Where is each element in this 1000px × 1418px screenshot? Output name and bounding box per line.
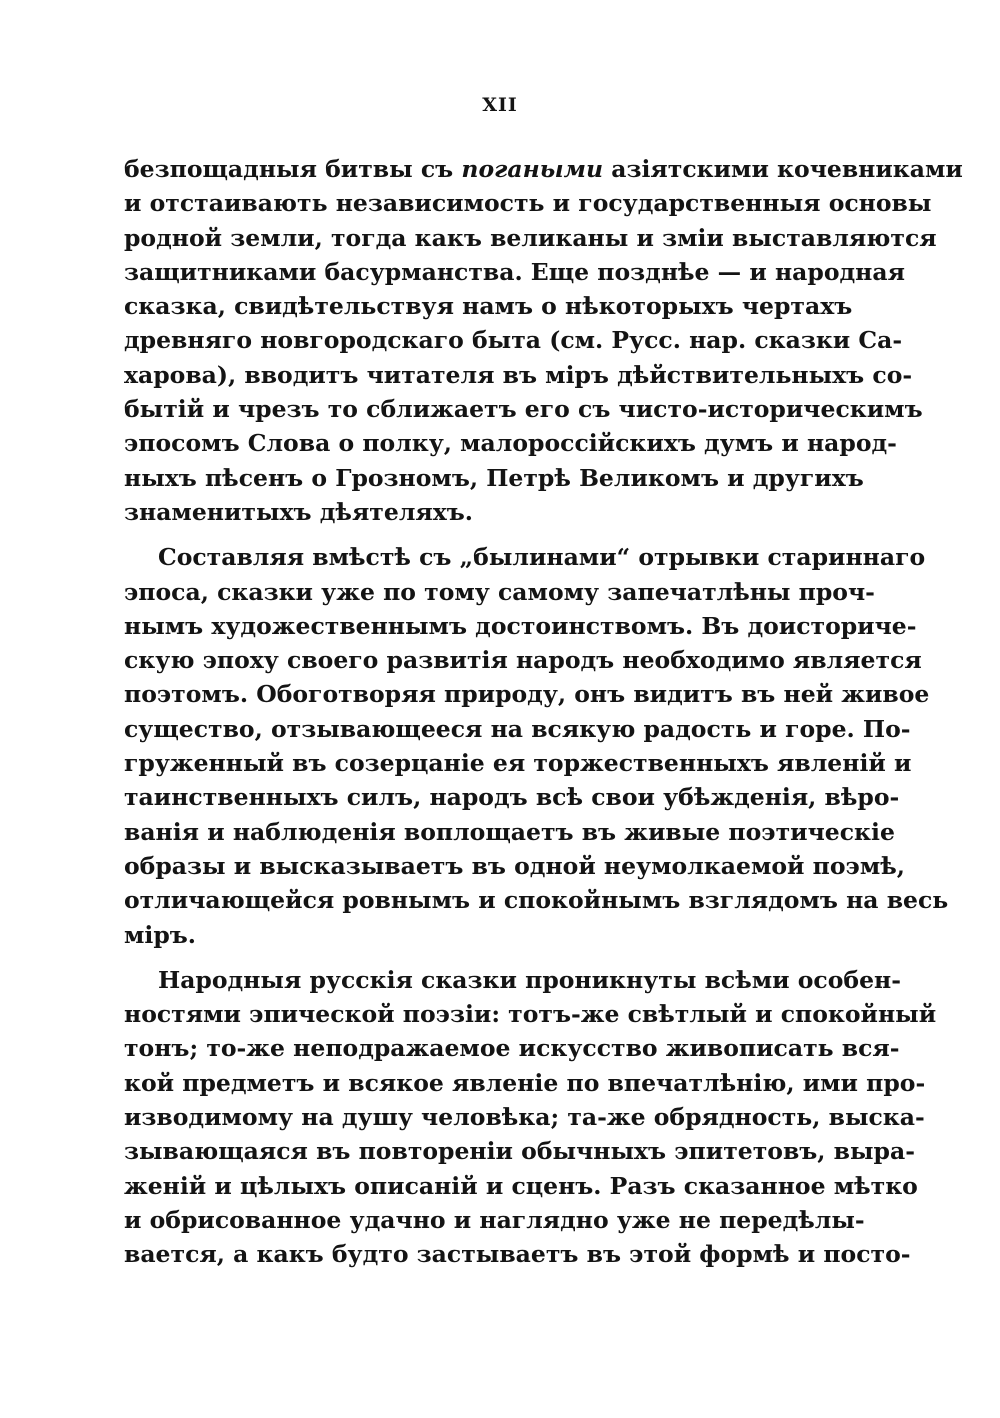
page-number: XII: [482, 94, 518, 116]
text-line: [124, 997, 937, 1031]
text-line: [124, 1134, 915, 1168]
text-segment: отличающейся ровнымъ и спокойнымъ взглядомъ на весь: [124, 886, 949, 915]
text-line: [124, 221, 937, 255]
text-segment: таинственныхъ силъ, народъ всѣ свои убѣжденія, вѣро-: [124, 783, 900, 812]
text-line: [124, 849, 905, 883]
text-line: [124, 358, 913, 392]
text-line: [124, 540, 926, 574]
text-segment: тонъ; то-же неподражаемое искусство живописать вся-: [124, 1034, 900, 1063]
text-segment: Народныя русскія сказки проникнуты всѣми особен-: [158, 965, 901, 994]
text-segment: ныхъ пѣсенъ о Грозномъ, Петрѣ Великомъ и другихъ: [124, 463, 864, 492]
text-segment: кой предметъ и всякое явленіе по впечатлѣнію, ими про-: [124, 1068, 926, 1097]
text-segment: ванія и наблюденія воплощаетъ въ живые поэтическіе: [124, 817, 895, 846]
text-segment: и обрисованное удачно и наглядно уже не передѣлы-: [124, 1205, 865, 1234]
text-line: [124, 186, 932, 220]
text-line: [124, 152, 963, 186]
text-line: [124, 1031, 900, 1065]
text-segment: существо, отзывающееся на всякую радость и горе. По-: [124, 714, 911, 743]
text-segment: родной земли, тогда какъ великаны и зміи выставляются: [124, 223, 937, 252]
text-line: [124, 1203, 865, 1237]
text-line: [124, 495, 824, 529]
paragraph: [124, 540, 949, 952]
text-segment: безпощадныя битвы съ: [124, 155, 462, 183]
text-segment: зывающаяся въ повтореніи обычныхъ эпитетовъ, выра-: [124, 1137, 915, 1166]
text-line: [124, 1237, 911, 1271]
text-segment: вается, а какъ будто застываетъ въ этой формѣ и посто-: [124, 1240, 911, 1269]
text-segment: нымъ художественнымъ достоинствомъ. Въ доисториче-: [124, 611, 917, 640]
text-line: [124, 780, 900, 814]
text-line: [124, 461, 864, 495]
text-line: [124, 643, 922, 677]
text-segment: азіятскими кочевниками: [603, 155, 963, 183]
paragraph: [124, 963, 937, 1272]
text-line: [124, 677, 930, 711]
text-line: [124, 289, 853, 323]
text-line: [124, 746, 912, 780]
text-line: [124, 323, 903, 357]
text-line: [124, 1066, 926, 1100]
text-line: [124, 575, 875, 609]
text-line: [124, 609, 917, 643]
text-line: [124, 1169, 918, 1203]
text-segment: Составляя вмѣстѣ съ „былинами“ отрывки стариннаго: [158, 543, 926, 572]
text-line: [124, 255, 905, 289]
text-segment: женій и цѣлыхъ описаній и сценъ. Разъ сказанное мѣтко: [124, 1171, 918, 1200]
italic-word: погаными: [461, 155, 604, 183]
paragraph: [124, 152, 963, 529]
text-segment: скую эпоху своего развитія народъ необходимо является: [124, 646, 922, 675]
text-segment: ностями эпической поэзіи: тотъ-же свѣтлый и спокойный: [124, 1000, 937, 1029]
text-line: [124, 963, 901, 997]
text-line: [124, 883, 949, 917]
text-segment: харова), вводитъ читателя въ міръ дѣйствительныхъ со-: [124, 360, 913, 389]
body-text: [124, 152, 963, 1272]
text-segment: бытій и чрезъ то сближаетъ его съ чисто-историческимъ: [124, 395, 923, 424]
text-segment: эпосомъ Слова о полку, малороссійскихъ думъ и народ-: [124, 429, 897, 458]
text-line: [124, 426, 897, 460]
text-segment: міръ.: [124, 920, 196, 949]
text-segment: и отстаивають независимость и государственныя основы: [124, 189, 932, 218]
text-line: [124, 392, 923, 426]
text-segment: образы и высказываетъ въ одной неумолкаемой поэмѣ,: [124, 851, 905, 880]
text-line: [124, 815, 895, 849]
text-segment: знаменитыхъ дѣятеляхъ.: [124, 497, 473, 526]
text-line: [124, 712, 911, 746]
text-segment: изводимому на душу человѣка; та-же обрядность, выска-: [124, 1103, 925, 1132]
text-segment: древняго новгородскаго быта (см. Русс. нар. сказки Са-: [124, 326, 903, 355]
text-segment: защитниками басурманства. Еще позднѣе — и народная: [124, 257, 905, 286]
text-segment: эпоса, сказки уже по тому самому запечатлѣны проч-: [124, 577, 875, 606]
text-line: [124, 1100, 925, 1134]
text-segment: груженный въ созерцаніе ея торжественныхъ явленій и: [124, 749, 912, 778]
text-line: [124, 918, 824, 952]
text-segment: сказка, свидѣтельствуя намъ о нѣкоторыхъ чертахъ: [124, 292, 853, 321]
text-segment: поэтомъ. Обоготворяя природу, онъ видитъ въ ней живое: [124, 680, 930, 709]
